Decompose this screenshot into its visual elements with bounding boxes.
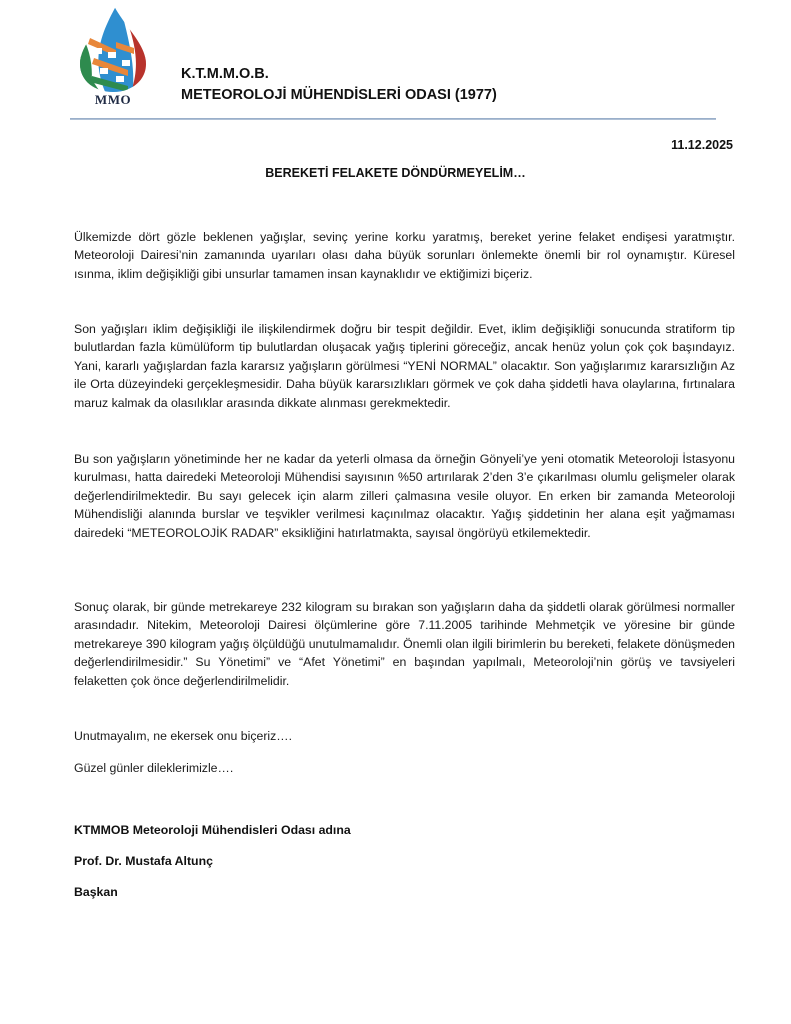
document-title: BEREKETİ FELAKETE DÖNDÜRMEYELİM… <box>265 166 526 180</box>
closing-line-2: Güzel günler dileklerimizle…. <box>74 761 234 775</box>
paragraph-2: Son yağışları iklim değişikliği ile ilişkilendirmek doğru bir tespit değildir. Evet, iklim değişikliği sonucunda stratiform tip bulutlardan fazla kümülüform tip bulutlardan oluşacak yağış tiplerini göreceğiz, ancak henüz yolun çok çok başındayız. Yani, kararlı yağışlardan fazla kararsız yağışların görülmesi “YENİ NORMAL” olacaktır. Son yağışlarımız kararsızlığın Az ile Orta düzeyindeki gerçekleşmesidir. Daha büyük kararsızlıkları görmek ve çok daha şiddetli hava olaylarına, fırtınalara maruz kalmak da olasılıklar arasında dikkate alınması gerekmektedir. <box>74 322 735 410</box>
header-divider <box>70 118 716 120</box>
organization-header <box>181 64 497 106</box>
paragraph-1: Ülkemizde dört gözle beklenen yağışlar, sevinç yerine korku yaratmış, bereket yerine felaket endişesi yaratmıştır. Meteoroloji Dairesi’nin zamanında uyarıları olası daha büyük sorunları önlemekte önemli bir rol oynamıştır. Küresel ısınma, iklim değişikliği gibi unsurlar tamamen insan kaynaklıdır ve ektiğimizi biçeriz. <box>74 230 735 281</box>
logo-text: MMO <box>94 92 132 107</box>
signature-role: Başkan <box>74 885 118 899</box>
closing-line-1: Unutmayalım, ne ekersek onu biçeriz…. <box>74 729 293 743</box>
signature-name: Prof. Dr. Mustafa Altunç <box>74 854 213 868</box>
signature-on-behalf: KTMMOB Meteoroloji Mühendisleri Odası adına <box>74 823 351 837</box>
mmo-logo <box>72 2 154 110</box>
org-name: METEOROLOJİ MÜHENDİSLERİ ODASI (1977) <box>181 87 497 103</box>
document-date: 11.12.2025 <box>671 138 733 152</box>
paragraph-4: Sonuç olarak, bir günde metrekareye 232 kilogram su bırakan son yağışların daha da şiddetli olarak görülmesi normaller arasındadır. Nitekim, Meteoroloji Dairesi ölçümlerine göre 7.11.2005 tarihinde Mehmetçik ve yöresine bir günde metrekareye 390 kilogram yağış ölçüldüğü unutulmamalıdır. Önemli olan ilgili birimlerin bu bereketi, felakete dönüşmeden değerlendirilmesidir.” Su Yönetimi” ve “Afet Yönetimi” en başından yapılmalı, Meteoroloji’nin görüş ve tavsiyeleri felaketten çok önce değerlendirilmelidir. <box>74 600 735 688</box>
org-abbreviation: K.T.M.M.O.B. <box>181 66 269 82</box>
water-drop-logo-icon <box>72 2 154 94</box>
paragraph-3: Bu son yağışların yönetiminde her ne kadar da yeterli olmasa da örneğin Gönyeli’ye yeni otomatik Meteoroloji İstasyonu kurulması, hatta dairedeki Meteoroloji Mühendisi sayısının %50 artırılarak 2’den 3’e çıkarılması olumlu gelişmeler olarak değerlendirilmektedir. Bu sayı gelecek için alarm zilleri çalmasına vesile oluyor. En erken bir zamanda Meteoroloji Mühendisliği alanında burslar ve teşvikler verilmesi kaçınılmaz olacaktır. Yağış şiddetinin her alana eşit yağmaması dairedeki “METEOROLOJİK RADAR” eksikliğini hatırlatmakta, sayısal öngörüyü etkilemektedir. <box>74 452 735 540</box>
